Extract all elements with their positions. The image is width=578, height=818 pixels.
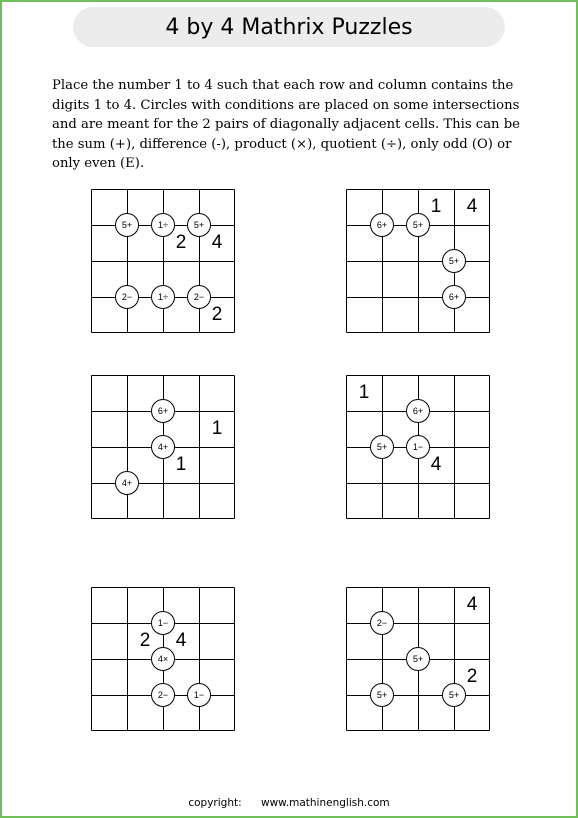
- puzzle-2: [346, 189, 490, 333]
- given-number: 4: [466, 196, 478, 217]
- clue-circle: 5+: [187, 213, 211, 237]
- clue-circle: 5+: [406, 213, 430, 237]
- clue-circle: 2−: [370, 611, 394, 635]
- given-number: 2: [466, 666, 478, 687]
- clue-circle: 5+: [442, 249, 466, 273]
- clue-circle: 5+: [442, 683, 466, 707]
- puzzle-6: [346, 587, 490, 731]
- instructions-text: Place the number 1 to 4 such that each row and column contains the digits 1 to 4. Circles with conditions are placed on some intersections and are meant for the 2 pairs of diagonally adjacent cells. This can be the sum (+), difference (-), product (×), quotient (÷), only odd (O) or only even (E).: [52, 78, 520, 171]
- clue-circle: 1−: [151, 611, 175, 635]
- given-number: 4: [430, 454, 442, 475]
- given-number: 1: [430, 196, 442, 217]
- clue-circle: 1÷: [151, 285, 175, 309]
- given-number: 4: [175, 630, 187, 651]
- clue-circle: 4+: [115, 471, 139, 495]
- given-number: 2: [211, 304, 223, 325]
- copyright-label: copyright:: [188, 797, 242, 809]
- given-number: 4: [211, 232, 223, 253]
- copyright-site: www.mathinenglish.com: [260, 797, 390, 809]
- footer-copyright: [0, 797, 578, 809]
- clue-circle: 2−: [151, 683, 175, 707]
- given-number: 2: [175, 232, 187, 253]
- clue-circle: 4×: [151, 647, 175, 671]
- clue-circle: 1−: [187, 683, 211, 707]
- clue-circle: 2−: [187, 285, 211, 309]
- title-text: 4 by 4 Mathrix Puzzles: [165, 14, 413, 40]
- clue-circle: 6+: [442, 285, 466, 309]
- clue-circle: 1÷: [151, 213, 175, 237]
- clue-circle: 1−: [406, 435, 430, 459]
- clue-circle: 5+: [370, 435, 394, 459]
- clue-circle: 5+: [115, 213, 139, 237]
- given-number: 1: [211, 418, 223, 439]
- clue-circle: 5+: [406, 647, 430, 671]
- given-number: 2: [139, 630, 151, 651]
- clue-circle: 2−: [115, 285, 139, 309]
- puzzle-4: [346, 375, 490, 519]
- clue-circle: 6+: [370, 213, 394, 237]
- clue-circle: 6+: [151, 399, 175, 423]
- given-number: 1: [175, 454, 187, 475]
- worksheet-title: [73, 7, 505, 47]
- puzzle-1: [91, 189, 235, 333]
- given-number: 4: [466, 594, 478, 615]
- clue-circle: 5+: [370, 683, 394, 707]
- puzzle-3: [91, 375, 235, 519]
- clue-circle: 6+: [406, 399, 430, 423]
- puzzle-5: [91, 587, 235, 731]
- clue-circle: 4+: [151, 435, 175, 459]
- given-number: 1: [358, 382, 370, 403]
